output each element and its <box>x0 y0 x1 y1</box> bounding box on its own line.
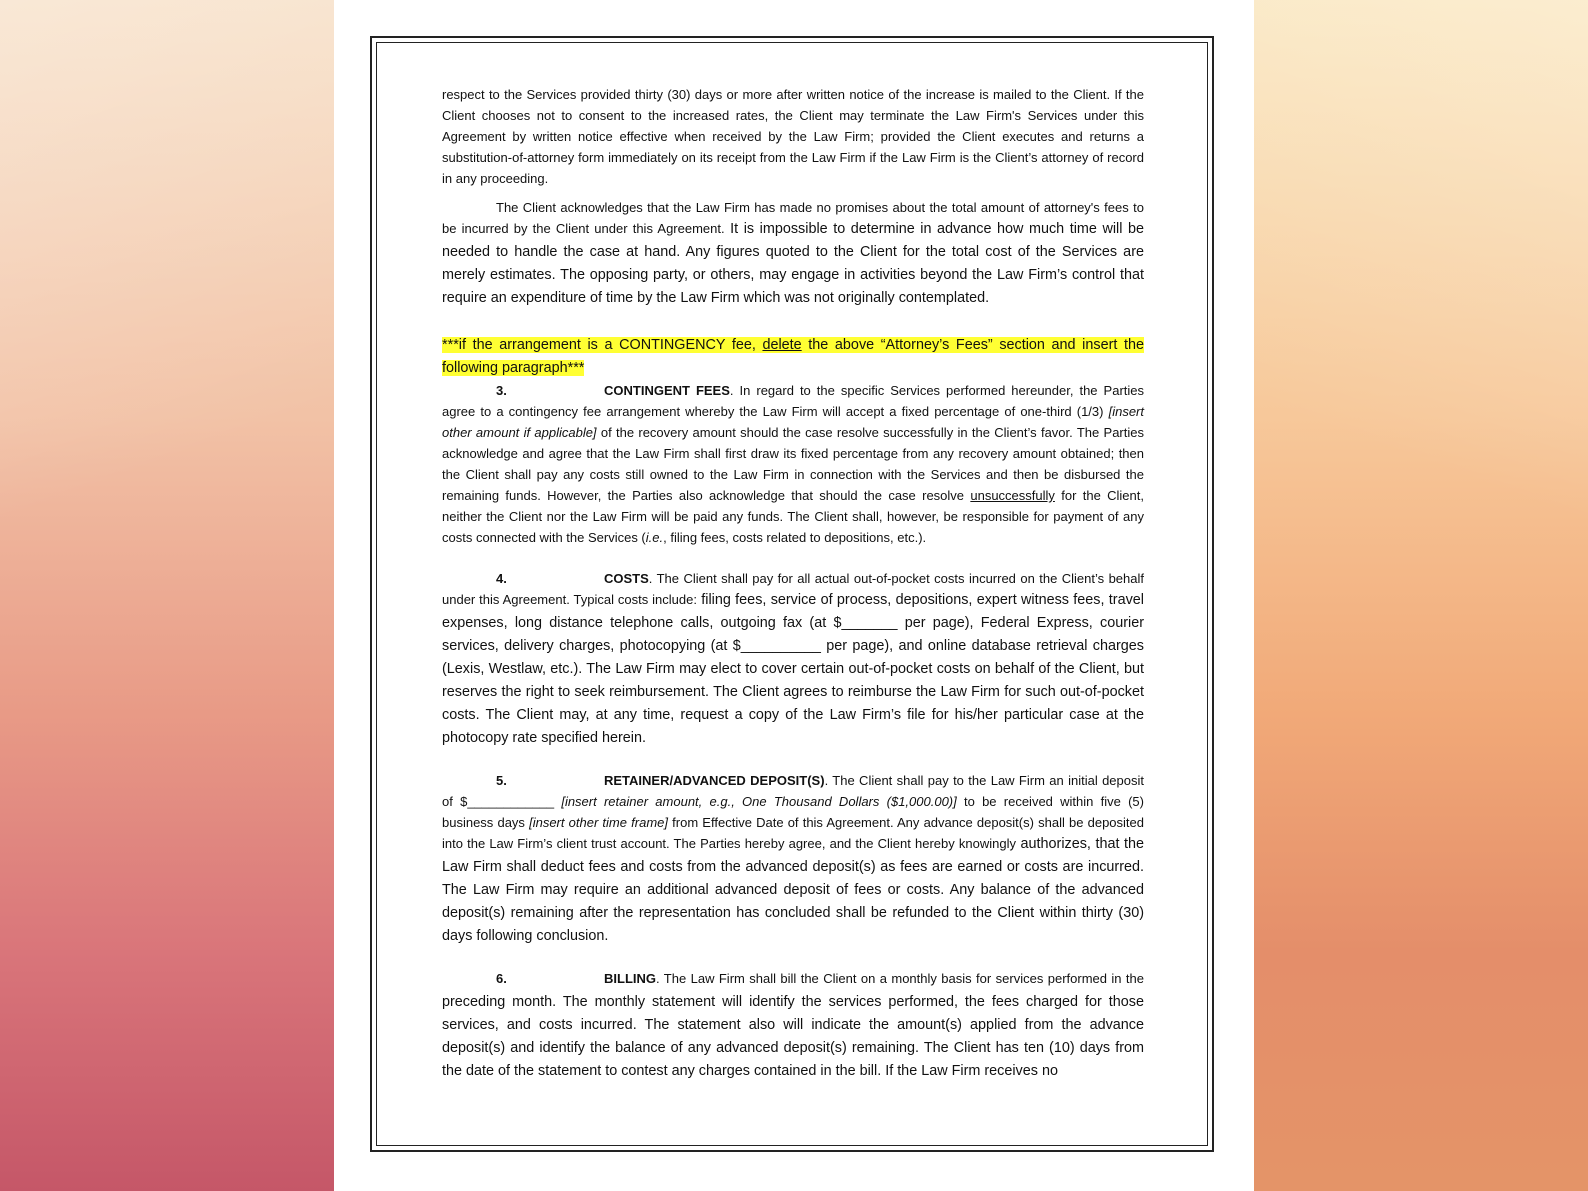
s5-text-c: from Effective Date of this Agreement. Any advance deposit(s) shall be deposited into the Law Firm’s client trust account. The Parties hereby agree, and the Client hereby knowingly <box>442 815 1144 851</box>
s4-text-b: filing fees, service of process, depositions, expert witness fees, travel expenses, long distance telephone calls, outgoing fax (at $_______ per page), Federal Express, courier services, delivery charges, photocopying (at $__________ per page), and online database retrieval charges (Lexis, Westlaw, etc.). The Law Firm may elect to cover certain out-of-pocket costs on behalf of the Client, but reserves the right to seek reimbursement. The Client agrees to reimburse the Law Firm for such out-of-pocket costs. The Client may, at any time, request a copy of the Law Firm’s file for his/her particular case at the photocopy rate specified herein. <box>442 592 1145 746</box>
section-heading: COSTS <box>604 571 649 586</box>
section-number: 5. <box>496 773 507 788</box>
section-retainer <box>442 770 1144 948</box>
s6-text-a: . The Law Firm shall bill the Client on a monthly basis for services performed in the <box>656 971 1144 986</box>
contingency-instruction-note <box>442 334 1144 380</box>
ack-text-c: It is impossible to determine in advance how much time will be needed to handle the case at hand. Any figures quoted to the Client for the total cost of the Services are merely estimates. The opposing party, or others, may engage in activities beyond the Law Firm’s control that require an expenditure of time by the Law Firm which was not originally contemplated. <box>442 221 1144 306</box>
section-heading: BILLING <box>604 971 656 986</box>
s5-text-b: to be received within five (5) business days <box>442 794 1144 830</box>
s3-text-d: , filing fees, costs related to depositions, etc.). <box>663 530 927 545</box>
paragraph-rate-increase: respect to the Services provided thirty (30) days or more after written notice of the increase is mailed to the Client. If the Client chooses not to consent to the increased rates, the Client may terminate the Law Firm's Services under this Agreement by written notice effective when received by the Law Firm; provided the Client executes and returns a substitution-of-attorney form immediately on its receipt from the Law Firm if the Law Firm is the Client’s attorney of record in any proceeding. <box>442 87 1144 186</box>
s3-italic-b: i.e. <box>645 530 664 545</box>
section-contingent-fees <box>442 380 1144 548</box>
section-number: 4. <box>496 571 507 586</box>
section-billing <box>442 968 1144 1083</box>
s3-text-c: for the Client, neither the Client nor the Law Firm will be paid any funds. The Client shall, however, be responsible for payment of any costs connected with the Services ( <box>442 488 1144 545</box>
section-heading: RETAINER/ADVANCED DEPOSIT(S) <box>604 773 825 788</box>
s5-italic-b: [insert other time frame] <box>529 815 668 830</box>
s3-italic-a: [insert other amount if applicable] <box>442 404 1144 440</box>
ack-text-a: The Client acknowledges that the Law Firm has made no promises about the total amount of attorney's fees <box>496 200 1129 215</box>
s6-text-b: preceding month. The monthly statement will identify the services performed, the fees charged for those services, and costs incurred. The statement also will indicate the amount(s) applied from the advance deposit(s) and identify the balance of any advanced deposit(s) remaining. The Client has ten (10) days from the date of the statement to contest any charges contained in the bill. If the Law Firm receives no <box>442 994 1144 1079</box>
ack-text-b: to be incurred by the Client under this Agreement. <box>442 200 1144 236</box>
s3-text-b: of the recovery amount should the case resolve successfully in the Client’s favor. The Parties acknowledge and agree that the Law Firm shall first draw its fixed percentage from any recovery amount obtained; then the Client shall pay any costs still owned to the Law Firm in connection with the Services and then be disbursed the remaining funds. However, the Parties also acknowledge that should the case resolve <box>442 425 1144 503</box>
document-page <box>334 0 1254 1191</box>
note-delete-word: delete <box>762 337 802 353</box>
background-left <box>0 0 334 1191</box>
section-number: 6. <box>496 971 507 986</box>
section-number: 3. <box>496 383 507 398</box>
paragraph-fee-acknowledgement <box>442 197 1144 310</box>
s4-text-a: . The Client shall pay for all actual out-of-pocket costs incurred on the Client’s behalf under this Agreement. Typical costs include: <box>442 571 1144 607</box>
s5-text-d: authorizes, that the Law Firm shall deduct fees and costs from the advanced deposit(s) as fees are earned or costs are incurred. The Law Firm may require an additional advanced deposit of fees or costs. Any balance of the advanced deposit(s) remaining after the representation has concluded shall be refunded to the Client within thirty (30) days following conclusion. <box>442 836 1144 944</box>
section-heading: CONTINGENT FEES <box>604 383 730 398</box>
section-costs <box>442 568 1144 750</box>
note-text-a: ***if the arrangement is a CONTINGENCY fee, <box>442 337 763 353</box>
background-right <box>1254 0 1588 1191</box>
s5-text-a: . The Client shall pay to the Law Firm an initial deposit of $____________ <box>442 773 1144 809</box>
s3-underline: unsuccessfully <box>970 488 1055 503</box>
document-body <box>442 84 1144 1083</box>
note-text-b: the above “Attorney’s Fees” section and insert the following paragraph*** <box>442 337 1144 376</box>
s5-italic-a: [insert retainer amount, e.g., One Thousand Dollars ($1,000.00)] <box>561 794 957 809</box>
s3-text-a: . In regard to the specific Services performed hereunder, the Parties agree to a contingency fee arrangement whereby the Law Firm will accept a fixed percentage of one-third (1/3) <box>442 383 1145 419</box>
